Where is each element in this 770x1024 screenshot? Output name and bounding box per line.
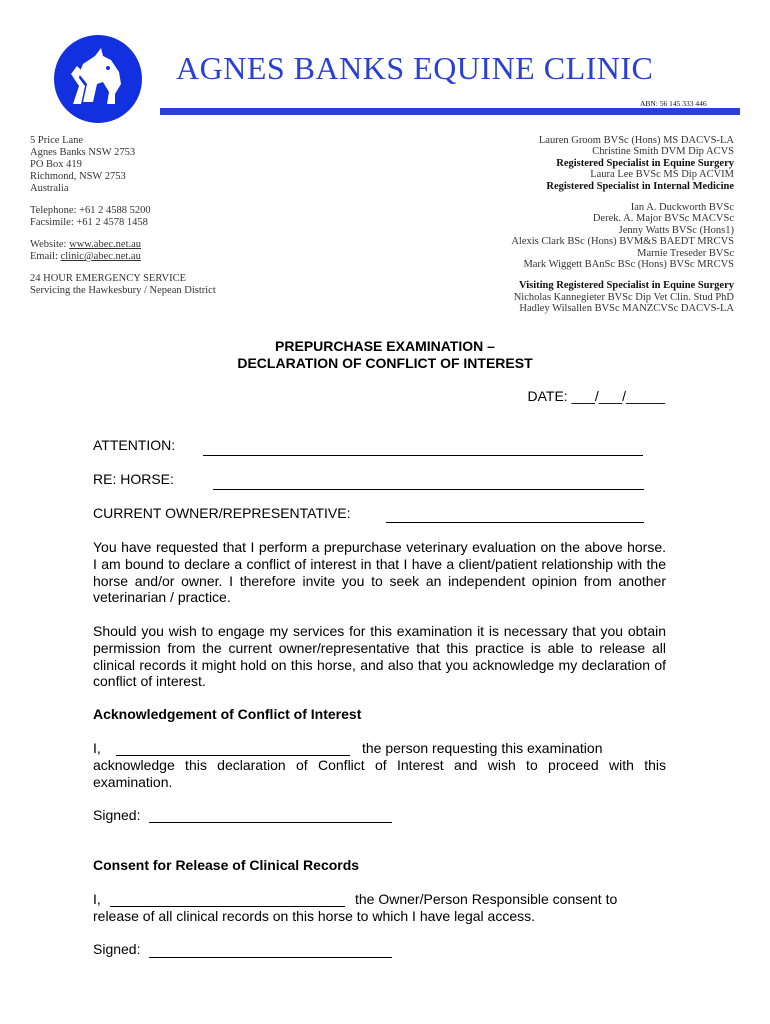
telephone: Telephone: +61 2 4588 5200	[30, 205, 151, 216]
consent-text-line1: the Owner/Person Responsible consent to	[355, 891, 618, 907]
address-line: 5 Price Lane	[30, 135, 84, 146]
form-title-line2: DECLARATION OF CONFLICT OF INTEREST	[237, 355, 533, 371]
staff-specialty: Registered Specialist in Equine Surgery	[556, 157, 734, 169]
staff-line: Derek. A. Major BVSc MACVSc	[592, 213, 734, 225]
website-link[interactable]: www.abec.net.au	[69, 239, 142, 250]
clinic-logo	[53, 34, 143, 124]
staff-line: Lauren Groom BVSc (Hons) MS DACVS-LA	[538, 135, 734, 146]
consent-signature-line[interactable]	[149, 957, 392, 958]
date-field[interactable]: DATE: ___/___/_____	[527, 388, 665, 404]
owner-input-line[interactable]	[386, 522, 644, 523]
staff-line: Marnie Treseder BVSc	[637, 247, 734, 259]
staff-line: Alexis Clark BSc (Hons) BVM&S BAEDT MRCVS	[511, 236, 734, 248]
consent-text-rest: release of all clinical records on this horse to which I have legal access.	[93, 908, 535, 924]
permission-paragraph: Should you wish to engage my services for this examination it is necessary that you obtain permission from the current owner/representative that this practice is able to release all clinical records it might hold on this horse, and also that you acknowledge my declaration of conflict of interest.	[93, 623, 666, 690]
signed-label: Signed:	[93, 807, 141, 823]
request-paragraph: You have requested that I perform a prepurchase veterinary evaluation on the above horse. I am bound to declare a conflict of interest in that I have a client/patient relationship with the horse and/or owner. I therefore invite you to seek an independent opinion from another veterinarian / practice.	[93, 539, 666, 606]
staff-line: Laura Lee BVSc MS Dip ACVIM	[590, 169, 734, 181]
staff-line: Christine Smith DVM Dip ACVS	[592, 146, 734, 158]
signed2-label: Signed:	[93, 941, 141, 957]
email-link[interactable]: clinic@abec.net.au	[60, 251, 141, 262]
staff-line: Hadley Wilsallen BVSc MANZCVSc DACVS-LA	[519, 303, 734, 315]
clinic-address-block	[30, 135, 216, 297]
form-title-line1: PREPURCHASE EXAMINATION –	[275, 338, 495, 354]
abn-number: ABN: 56 145 333 446	[640, 99, 707, 108]
ack-name-input-line[interactable]	[116, 755, 350, 756]
staff-specialty: Registered Specialist in Internal Medicine	[546, 180, 734, 192]
consent-heading: Consent for Release of Clinical Records	[93, 857, 360, 873]
staff-line: Ian A. Duckworth BVSc	[630, 202, 734, 214]
acknowledgement-heading: Acknowledgement of Conflict of Interest	[93, 706, 362, 722]
attention-input-line[interactable]	[203, 455, 643, 456]
staff-line: Mark Wiggett BAnSc BSc (Hons) BVSc MRCVS	[523, 259, 734, 271]
horse-input-line[interactable]	[213, 489, 644, 490]
attention-label: ATTENTION:	[93, 437, 176, 453]
horse-head-logo-icon	[53, 34, 143, 124]
emergency-area: Servicing the Hawkesbury / Nepean District	[30, 285, 216, 296]
staff-line: Jenny Watts BVSc (Hons1)	[618, 224, 734, 236]
ack-i-label: I,	[93, 740, 101, 756]
staff-specialty: Visiting Registered Specialist in Equine Surgery	[519, 280, 734, 292]
website-row: Website: www.abec.net.au	[30, 239, 142, 250]
ack-text-line1: the person requesting this examination	[362, 740, 603, 756]
email-row: Email: clinic@abec.net.au	[30, 251, 141, 262]
ack-signature-line[interactable]	[149, 822, 392, 823]
address-line: Australia	[30, 183, 69, 194]
consent-name-input-line[interactable]	[110, 906, 345, 907]
clinic-name: AGNES BANKS EQUINE CLINIC	[176, 50, 654, 86]
address-line: Richmond, NSW 2753	[30, 171, 126, 182]
horse-label: RE: HORSE:	[93, 471, 174, 487]
facsimile: Facsimile: +61 2 4578 1458	[30, 217, 148, 228]
address-line: PO Box 419	[30, 159, 82, 170]
owner-label: CURRENT OWNER/REPRESENTATIVE:	[93, 505, 351, 521]
consent-i-label: I,	[93, 891, 101, 907]
staff-list	[511, 135, 734, 315]
ack-text-rest: acknowledge this declaration of Conflict of Interest and wish to proceed with this examination.	[93, 757, 666, 790]
address-line: Agnes Banks NSW 2753	[30, 147, 136, 158]
emergency-title: 24 HOUR EMERGENCY SERVICE	[30, 273, 186, 284]
staff-line: Nicholas Kannegieter BVSc Dip Vet Clin. Stud PhD	[513, 291, 734, 303]
header-rule	[160, 108, 740, 115]
